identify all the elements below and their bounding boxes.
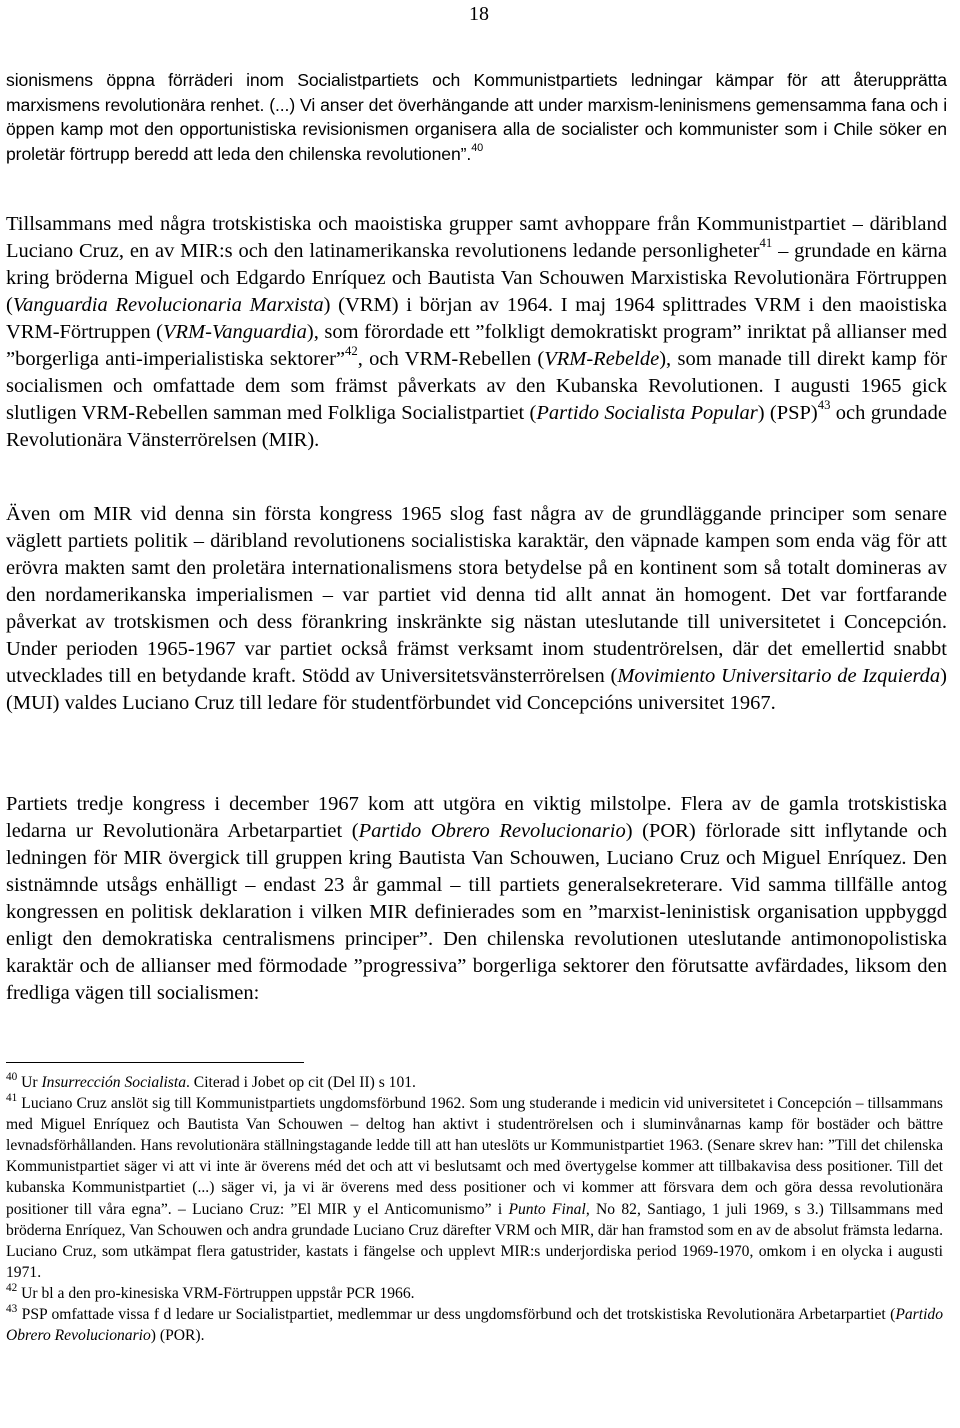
text: Luciano Cruz anslöt sig till Kommunistpartiets ungdomsförbund 1962. Som ung studerande i medicin vid universitetet i Concepción – tillsammans med Miguel Enríquez och Bautista Van Schouwen – deltog han aktivt i studentrörelsen och i sluminvånarnas kamp för bostäder och bättre levnadsförhållanden. Hans revolutionära ställningstagande ledde till att han uteslöts ur Kommunistpartiet 1963. (Senare skrev han: ”Till det chilenska Kommunistpartiet säger vi att vi inte är överens méd det och att vi beslutsamt och med övertygelse kommer att tillbakavisa dess positioner. Till det kubanska Kommunistpartiet (...) säger vi, ja vi är överens med dess positioner och vi kommer att försvara dem och göra dessa revolutionära positioner till våra egna”. – Luciano Cruz: ”El MIR y el Anticomunismo” i bbox=[6, 1095, 943, 1218]
text: ) (MUI) valdes Luciano Cruz till ledare för studentförbundet vid Concepcións universitet 1967. bbox=[6, 665, 947, 714]
italic-term: VRM-Rebelde bbox=[544, 348, 660, 370]
text: ) (POR) förlorade sitt inflytande och ledningen för MIR övergick till gruppen kring Bautista Van Schouwen, Luciano Cruz och Miguel Enríquez. Den sistnämnde utsågs enhälligt – endast 23 år gammal – till partiets generalsekreterare. Vid samma tillfälle antog kongressen en politisk deklaration i vilken MIR definierades som en ”marxist-leninistisk organisation uppbyggd enligt den demokratiska centralismens principer”. Den chilenska revolutionen uteslutande antimonopolistiska karaktär och de allianser med förmodade ”progressiva” borgerliga sektorer den förutsatte avfärdades, liksom den fredliga vägen till socialismen: bbox=[6, 820, 947, 1004]
text: . Citerad i Jobet op cit (Del II) s 101. bbox=[186, 1074, 416, 1091]
text: ), som manade till direkt kamp för socialismen och omfattade dem som främst påverkats av den Kubanska Revolutionen. I augusti 1965 gick slutligen VRM-Rebellen samman med Folkliga Socialistpartiet ( bbox=[6, 348, 948, 424]
page-number: 18 bbox=[469, 3, 489, 25]
italic-term: Punto Final bbox=[508, 1200, 586, 1218]
italic-term: Partido Socialista Popular bbox=[536, 402, 758, 424]
footnote-ref-41[interactable]: 41 bbox=[759, 236, 773, 251]
footnote-number: 40 bbox=[6, 1071, 18, 1084]
footnote-number: 41 bbox=[6, 1092, 18, 1105]
footnote-ref-40[interactable]: 40 bbox=[471, 142, 484, 155]
footnote-ref-42[interactable]: 42 bbox=[345, 344, 358, 359]
footnote-number: 42 bbox=[6, 1282, 18, 1295]
footnote-divider bbox=[6, 1062, 304, 1063]
italic-term: Partido Obrero Revolucionario bbox=[358, 820, 626, 842]
text: PSP omfattade vissa f d ledare ur Socialistpartiet, medlemmar ur dess ungdomsförbund och det trotskistiska Revolutionära Arbetarpartiet ( bbox=[17, 1306, 896, 1324]
block-quote bbox=[6, 68, 947, 166]
italic-term: Insurrección Socialista bbox=[41, 1074, 186, 1091]
footnotes bbox=[6, 1072, 943, 1346]
footnote-number: 43 bbox=[6, 1303, 18, 1316]
body-paragraph-2 bbox=[6, 501, 947, 717]
text: Även om MIR vid denna sin första kongress 1965 slog fast några av de grundläggande principer som senare väglett partiets politik – däribland revolutionens socialistiska karaktär, den väpnade kampen som enda väg för att erövra makten samt den proletära internationalismens stora betydelse på en kontinent som så totalt domineras av den nordamerikanska imperialismen – var partiet vid denna tid allt annat än homogent. Det var fortfarande påverkat av trotskismen och dess förankring inskränkte sig nästan uteslutande till universitetet i Concepción. Under perioden 1965-1967 var partiet också främst verksamt inom studentrörelsen, där det emellertid snabbt utvecklades till en betydande kraft. Stödd av Universitetsvänsterrörelsen ( bbox=[6, 503, 947, 687]
text: , No 82, Santiago, 1 juli 1969, s 3.) Tillsammans med bröderna Enríquez, Van Schouwen och andra grundade Luciano Cruz därefter VRM och MIR, där han framstod som en av de absolut främsta ledarna. Luciano Cruz, som utkämpat flera gatustrider, kastats i fängelse och upplevt MIR:s underjordiska period 1969-1970, omkom i en olycka i augusti 1971. bbox=[6, 1200, 943, 1281]
body-paragraph-1 bbox=[6, 211, 947, 454]
text: Ur bbox=[17, 1074, 42, 1091]
text: ) (VRM) i början av 1964. I maj 1964 splittrades VRM i den maoistiska VRM-Förtruppen ( bbox=[6, 294, 947, 343]
footnote-41 bbox=[6, 1093, 943, 1283]
footnote-40 bbox=[6, 1072, 943, 1093]
footnote-43 bbox=[6, 1304, 943, 1346]
footnote-42 bbox=[6, 1283, 943, 1304]
italic-term: Movimiento Universitario de Izquierda bbox=[617, 665, 941, 687]
footnote-ref-43[interactable]: 43 bbox=[817, 398, 831, 413]
text: , och VRM-Rebellen ( bbox=[357, 348, 545, 370]
text: ), som förordade ett ”folkligt demokratiskt program” inriktat på allianser med ”borgerliga anti-imperialistiska sektorer” bbox=[6, 321, 947, 370]
italic-term: VRM-Vanguardia bbox=[163, 321, 307, 343]
italic-term: Partido Obrero Revolucionario bbox=[6, 1306, 943, 1345]
text: Ur bl a den pro-kinesiska VRM-Förtruppen uppstår PCR 1966. bbox=[17, 1284, 415, 1302]
text: ) (POR). bbox=[150, 1327, 205, 1345]
text: Partiets tredje kongress i december 1967 kom att utgöra en viktig milstolpe. Flera av de gamla trotskistiska ledarna ur Revolutionära Arbetarpartiet ( bbox=[6, 793, 947, 842]
text: – grundade en kärna kring bröderna Miguel och Edgardo Enríquez och Bautista Van Schouwen Marxistiska Revolutionära Förtruppen ( bbox=[6, 240, 947, 316]
italic-term: Vanguardia Revolucionaria Marxista bbox=[12, 294, 324, 316]
quote-text: sionismens öppna förräderi inom Socialistpartiets och Kommunistpartiets ledningar kämpar för att återupprätta marxismens revolutionära renhet. (...) Vi anser det överhängande att under marxism-leninismens gemensamma fana och i öppen kamp mot den opportunistiska revisionismen organisera alla de socialister och kommunister som i Chile söker en proletär förtrupp beredd att leda den chilenska revolutionen”. bbox=[6, 70, 947, 164]
text: och grundade Revolutionära Vänsterrörelsen (MIR). bbox=[6, 402, 947, 451]
text: Tillsammans med några trotskistiska och maoistiska grupper samt avhoppare från Kommunistpartiet – däribland Luciano Cruz, en av MIR:s och den latinamerikanska revolutionens ledande personligheter bbox=[6, 213, 947, 262]
body-paragraph-3 bbox=[6, 791, 947, 1007]
text: ) (PSP) bbox=[757, 402, 818, 424]
